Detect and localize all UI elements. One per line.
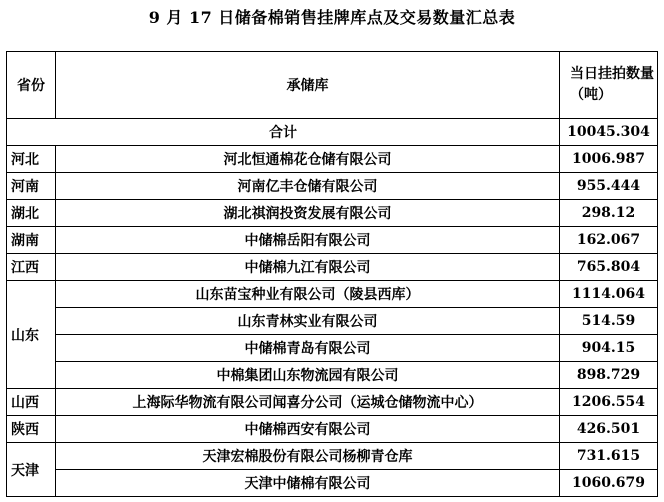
quantity-cell: 765.804 xyxy=(560,254,658,281)
warehouse-cell: 河南亿丰仓储有限公司 xyxy=(56,173,560,200)
quantity-cell: 731.615 xyxy=(560,443,658,470)
quantity-cell: 514.59 xyxy=(560,308,658,335)
header-province: 省份 xyxy=(7,52,56,119)
quantity-cell: 1114.064 xyxy=(560,281,658,308)
warehouse-cell: 天津宏棉股份有限公司杨柳青仓库 xyxy=(56,443,560,470)
table-row xyxy=(7,227,658,254)
table-row xyxy=(7,443,658,470)
quantity-cell: 298.12 xyxy=(560,200,658,227)
warehouse-cell: 河北恒通棉花仓储有限公司 xyxy=(56,146,560,173)
quantity-cell: 1006.987 xyxy=(560,146,658,173)
quantity-cell: 898.729 xyxy=(560,362,658,389)
province-cell: 天津 xyxy=(7,443,56,497)
table-row xyxy=(7,281,658,308)
header-warehouse: 承储库 xyxy=(56,52,560,119)
table-row xyxy=(7,254,658,281)
warehouse-cell: 天津中储棉有限公司 xyxy=(56,470,560,497)
warehouse-cell: 中棉集团山东物流园有限公司 xyxy=(56,362,560,389)
table-header-row xyxy=(7,52,658,119)
warehouse-cell: 湖北祺润投资发展有限公司 xyxy=(56,200,560,227)
quantity-cell: 904.15 xyxy=(560,335,658,362)
warehouse-cell: 中储棉九江有限公司 xyxy=(56,254,560,281)
warehouse-cell: 山东苗宝种业有限公司（陵县西库） xyxy=(56,281,560,308)
province-cell: 河北 xyxy=(7,146,56,173)
summary-table xyxy=(6,51,658,497)
quantity-cell: 1060.679 xyxy=(560,470,658,497)
table-row xyxy=(7,389,658,416)
quantity-cell: 162.067 xyxy=(560,227,658,254)
header-quantity-label: 当日挂拍数量（吨） xyxy=(570,66,654,103)
warehouse-cell: 山东青林实业有限公司 xyxy=(56,308,560,335)
province-cell: 山东 xyxy=(7,281,56,389)
total-row xyxy=(7,119,658,146)
table-row xyxy=(7,173,658,200)
total-quantity: 10045.304 xyxy=(560,119,658,146)
warehouse-cell: 中储棉西安有限公司 xyxy=(56,416,560,443)
province-cell: 山西 xyxy=(7,389,56,416)
warehouse-cell: 中储棉青岛有限公司 xyxy=(56,335,560,362)
province-cell: 湖北 xyxy=(7,200,56,227)
table-row xyxy=(7,146,658,173)
table-row xyxy=(7,470,658,497)
quantity-cell: 1206.554 xyxy=(560,389,658,416)
province-cell: 河南 xyxy=(7,173,56,200)
page-title: 9 月 17 日储备棉销售挂牌库点及交易数量汇总表 xyxy=(148,8,516,27)
warehouse-cell: 上海际华物流有限公司闻喜分公司（运城仓储物流中心） xyxy=(56,389,560,416)
table-row xyxy=(7,362,658,389)
table-row xyxy=(7,335,658,362)
total-label: 合计 xyxy=(7,119,560,146)
province-cell: 湖南 xyxy=(7,227,56,254)
table-row xyxy=(7,308,658,335)
warehouse-cell: 中储棉岳阳有限公司 xyxy=(56,227,560,254)
quantity-cell: 955.444 xyxy=(560,173,658,200)
quantity-cell: 426.501 xyxy=(560,416,658,443)
province-cell: 陕西 xyxy=(7,416,56,443)
table-row xyxy=(7,200,658,227)
province-cell: 江西 xyxy=(7,254,56,281)
table-row xyxy=(7,416,658,443)
header-quantity xyxy=(560,52,658,119)
